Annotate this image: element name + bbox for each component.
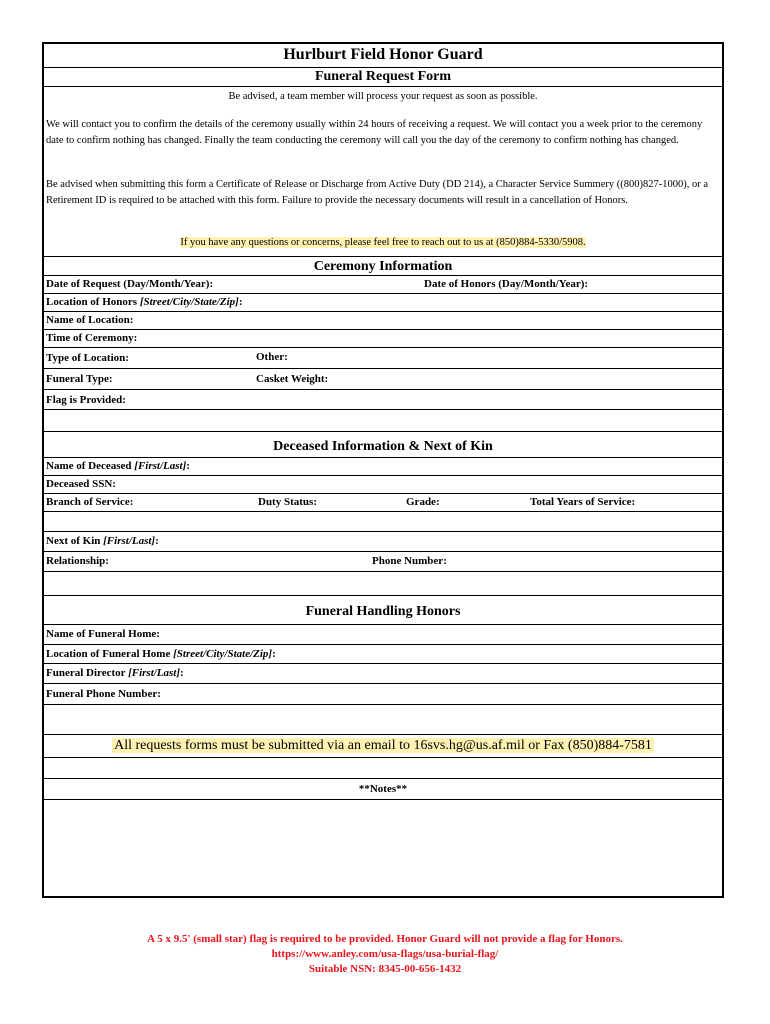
blank-row: [44, 410, 722, 432]
form-title-text: Hurlburt Field Honor Guard: [283, 46, 483, 63]
flag-row[interactable]: [44, 390, 722, 410]
date-request-label: Date of Request (Day/Month/Year):: [46, 278, 214, 290]
funeral-type-row[interactable]: [44, 369, 722, 390]
branch-label: Branch of Service:: [46, 496, 134, 508]
funeral-home-heading: [44, 596, 722, 625]
director-row[interactable]: [44, 664, 722, 684]
deceased-heading-text: Deceased Information & Next of Kin: [273, 439, 493, 454]
time-row[interactable]: [44, 330, 722, 348]
notes-area[interactable]: [44, 800, 722, 896]
deceased-heading: [44, 432, 722, 458]
notes-heading: **Notes**: [358, 783, 408, 795]
funeral-home-location-label: Location of Funeral Home [Street/City/State/Zip]:: [46, 648, 276, 660]
nok-row[interactable]: [44, 532, 722, 552]
relationship-row[interactable]: [44, 552, 722, 572]
location-label: Location of Honors [Street/City/State/Zip]:: [46, 296, 243, 308]
director-hint: [First/Last]: [128, 667, 181, 679]
flag-link[interactable]: https://www.anley.com/usa-flags/usa-burial-flag/: [271, 948, 499, 960]
other-label: Other:: [256, 351, 288, 363]
ceremony-heading-text: Ceremony Information: [313, 259, 453, 274]
ssn-row[interactable]: [44, 476, 722, 494]
documents-text: Be advised when submitting this form a Certificate of Release or Discharge from Active Duty (DD 214), a Character Service Summery ((800)827-1000), or a Retirement ID is required to be attached with this form. Failure to provide the necessary documents will result in a cancellation of Honors.: [46, 179, 708, 206]
funeral-home-location-text: Location of Funeral Home: [46, 648, 174, 660]
location-label-text: Location of Honors: [46, 296, 140, 308]
total-years-label: Total Years of Service:: [530, 496, 636, 508]
funeral-home-name-row[interactable]: [44, 625, 722, 645]
submit-notice-row: [44, 735, 722, 758]
notes-heading-row: [44, 779, 722, 800]
deceased-name-label-text: Name of Deceased: [46, 460, 135, 472]
funeral-home-heading-text: Funeral Handling Honors: [305, 604, 461, 619]
blank-row: [44, 572, 722, 596]
ssn-label: Deceased SSN:: [46, 478, 116, 490]
questions-line: [46, 235, 720, 251]
flag-requirement: A 5 x 9.5' (small star) flag is required to be provided. Honor Guard will not provide a flag for Honors.: [147, 933, 623, 945]
deceased-name-hint: [First/Last]: [134, 460, 187, 472]
deceased-name-label: Name of Deceased [First/Last]:: [46, 460, 190, 472]
director-label: Funeral Director [First/Last]:: [46, 667, 184, 679]
blank-row: [44, 705, 722, 735]
form-subtitle: [44, 68, 722, 87]
type-location-row[interactable]: [44, 348, 722, 369]
name-location-label: Name of Location:: [46, 314, 134, 326]
form-title: [44, 44, 722, 68]
location-row[interactable]: [44, 294, 722, 312]
ceremony-heading: [44, 257, 722, 276]
casket-weight-label: Casket Weight:: [256, 373, 329, 385]
funeral-request-form: [42, 42, 724, 898]
flag-provided-label: Flag is Provided:: [46, 394, 126, 406]
intro-section: [44, 87, 722, 257]
deceased-name-row[interactable]: [44, 458, 722, 476]
date-row[interactable]: [44, 276, 722, 294]
type-location-label: Type of Location:: [46, 352, 129, 364]
date-honors-label: Date of Honors (Day/Month/Year):: [424, 278, 589, 290]
funeral-phone-row[interactable]: [44, 684, 722, 705]
submit-notice: All requests forms must be submitted via an email to 16svs.hg@us.af.mil or Fax (850)884-7581: [114, 738, 652, 753]
phone-label: Phone Number:: [372, 555, 447, 567]
time-label: Time of Ceremony:: [46, 332, 138, 344]
nsn-text: Suitable NSN: 8345-00-656-1432: [308, 963, 462, 975]
relationship-label: Relationship:: [46, 555, 109, 567]
funeral-home-location-hint: [Street/City/State/Zip]: [173, 648, 273, 660]
location-hint: [Street/City/State/Zip]: [139, 296, 239, 308]
funeral-home-location-row[interactable]: [44, 645, 722, 664]
grade-label: Grade:: [406, 496, 440, 508]
funeral-type-label: Funeral Type:: [46, 373, 113, 385]
blank-row: [44, 758, 722, 779]
nok-hint: [First/Last]: [103, 535, 156, 547]
advise-text: Be advised, a team member will process your request as soon as possible.: [228, 91, 538, 102]
duty-status-label: Duty Status:: [258, 496, 317, 508]
form-subtitle-text: Funeral Request Form: [314, 69, 452, 84]
funeral-phone-label: Funeral Phone Number:: [46, 688, 161, 700]
nok-label: Next of Kin [First/Last]:: [46, 535, 159, 547]
service-row[interactable]: [44, 494, 722, 512]
questions-text: If you have any questions or concerns, please feel free to reach out to us at (850)884-5330/5908.: [180, 237, 586, 248]
nok-label-text: Next of Kin: [46, 535, 104, 547]
director-label-text: Funeral Director: [46, 667, 129, 679]
funeral-home-name-label: Name of Funeral Home:: [46, 628, 160, 640]
contact-text: We will contact you to confirm the details of the ceremony usually within 24 hours of receiving a request. We will contact you a week prior to the ceremony date to confirm nothing has changed. Finally the team conducting the ceremony will call you the day of the ceremony to confirm nothing has changed.: [46, 119, 703, 146]
blank-row: [44, 512, 722, 532]
name-location-row[interactable]: [44, 312, 722, 330]
